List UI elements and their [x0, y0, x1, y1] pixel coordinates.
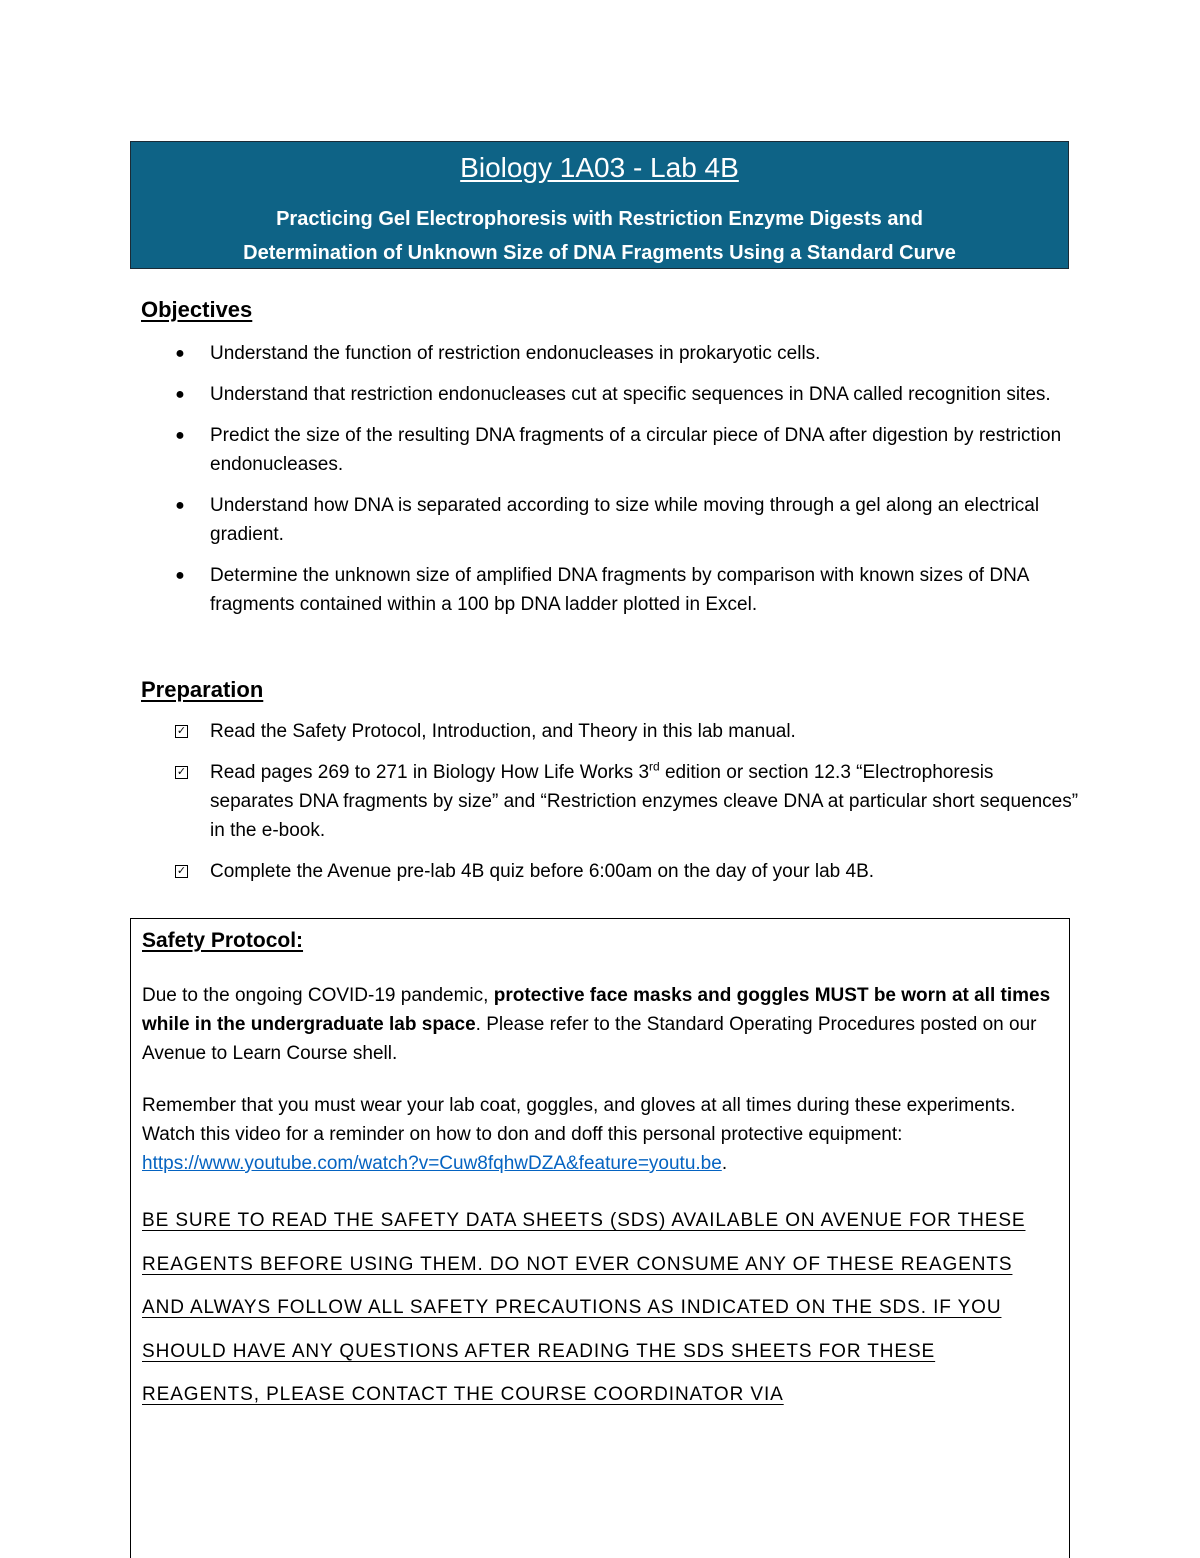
bullet-icon: ● — [175, 386, 185, 403]
list-item: ● Determine the unknown size of amplified DNA fragments by comparison with known sizes of DNA fragments contained within a 100 bp DNA ladder plotted in Excel. — [141, 561, 1081, 619]
bullet-icon: ● — [175, 345, 185, 362]
list-item: ✓ Read pages 269 to 271 in Biology How Life Works 3rd edition or section 12.3 “Electrophoresis separates DNA fragments by size” and “Restriction enzymes cleave DNA at particular short sequences” in the e-book. — [176, 759, 1079, 841]
list-item: ● Understand that restriction endonucleases cut at specific sequences in DNA called recognition sites. — [141, 380, 1081, 409]
document-title: Biology 1A03 - Lab 4B — [460, 152, 739, 183]
bullet-icon: ● — [175, 497, 185, 514]
preparation-heading: Preparation — [141, 677, 264, 702]
safety-paragraph-covid: Due to the ongoing COVID-19 pandemic, protective face masks and goggles MUST be worn at all times while in the undergraduate lab space. Please refer to the Standard Operating Procedures posted on our Avenue to Learn Course shell. — [142, 985, 1051, 1064]
list-item: ● Understand the function of restriction endonucleases in prokaryotic cells. — [141, 339, 1081, 368]
title-banner — [130, 141, 1069, 269]
subtitle-line-1: Practicing Gel Electrophoresis with Restriction Enzyme Digests and — [276, 208, 923, 230]
document-subtitle — [131, 202, 1068, 270]
sds-warning: BE SURE TO READ THE SAFETY DATA SHEETS (SDS) AVAILABLE ON AVENUE FOR THESE REAGENTS BEFORE USING THEM. DO NOT EVER CONSUME ANY OF THESE REAGENTS AND ALWAYS FOLLOW ALL SAFETY PRECAUTIONS AS INDICATED ON THE SDS. IF YOU SHOULD HAVE ANY QUESTIONS AFTER READING THE SDS SHEETS FOR THESE REAGENTS, PLEASE CONTACT THE COURSE COORDINATOR VIA — [142, 1210, 1026, 1405]
subtitle-line-2: Determination of Unknown Size of DNA Fragments Using a Standard Curve — [243, 242, 956, 264]
list-item: ✓ Read the Safety Protocol, Introduction, and Theory in this lab manual. — [176, 721, 796, 742]
safety-paragraph-ppe: Remember that you must wear your lab coat, goggles, and gloves at all times during these experiments. Watch this video for a reminder on how to don and doff this personal protective equipment: https://www.youtube.com/watch?v=Cuw8fqhwDZA&feature=youtu.be. — [142, 1095, 1016, 1174]
checked-box-icon: ✓ — [176, 766, 187, 778]
list-item: ● Predict the size of the resulting DNA fragments of a circular piece of DNA after digestion by restriction endonucleases. — [141, 421, 1081, 479]
preparation-list — [141, 717, 1081, 898]
ppe-video-link[interactable]: https://www.youtube.com/watch?v=Cuw8fqhwDZA&feature=youtu.be — [142, 1153, 722, 1174]
objectives-list — [141, 339, 1081, 631]
bullet-icon: ● — [175, 567, 185, 584]
checked-box-icon: ✓ — [176, 725, 187, 737]
bullet-icon: ● — [175, 427, 185, 444]
safety-title: Safety Protocol: — [142, 929, 304, 952]
objectives-heading: Objectives — [141, 297, 253, 322]
list-item: ● Understand how DNA is separated according to size while moving through a gel along an electrical gradient. — [141, 491, 1081, 549]
list-item: ✓ Complete the Avenue pre-lab 4B quiz before 6:00am on the day of your lab 4B. — [176, 861, 875, 882]
checked-box-icon: ✓ — [176, 865, 187, 877]
safety-protocol-box — [130, 918, 1070, 1558]
